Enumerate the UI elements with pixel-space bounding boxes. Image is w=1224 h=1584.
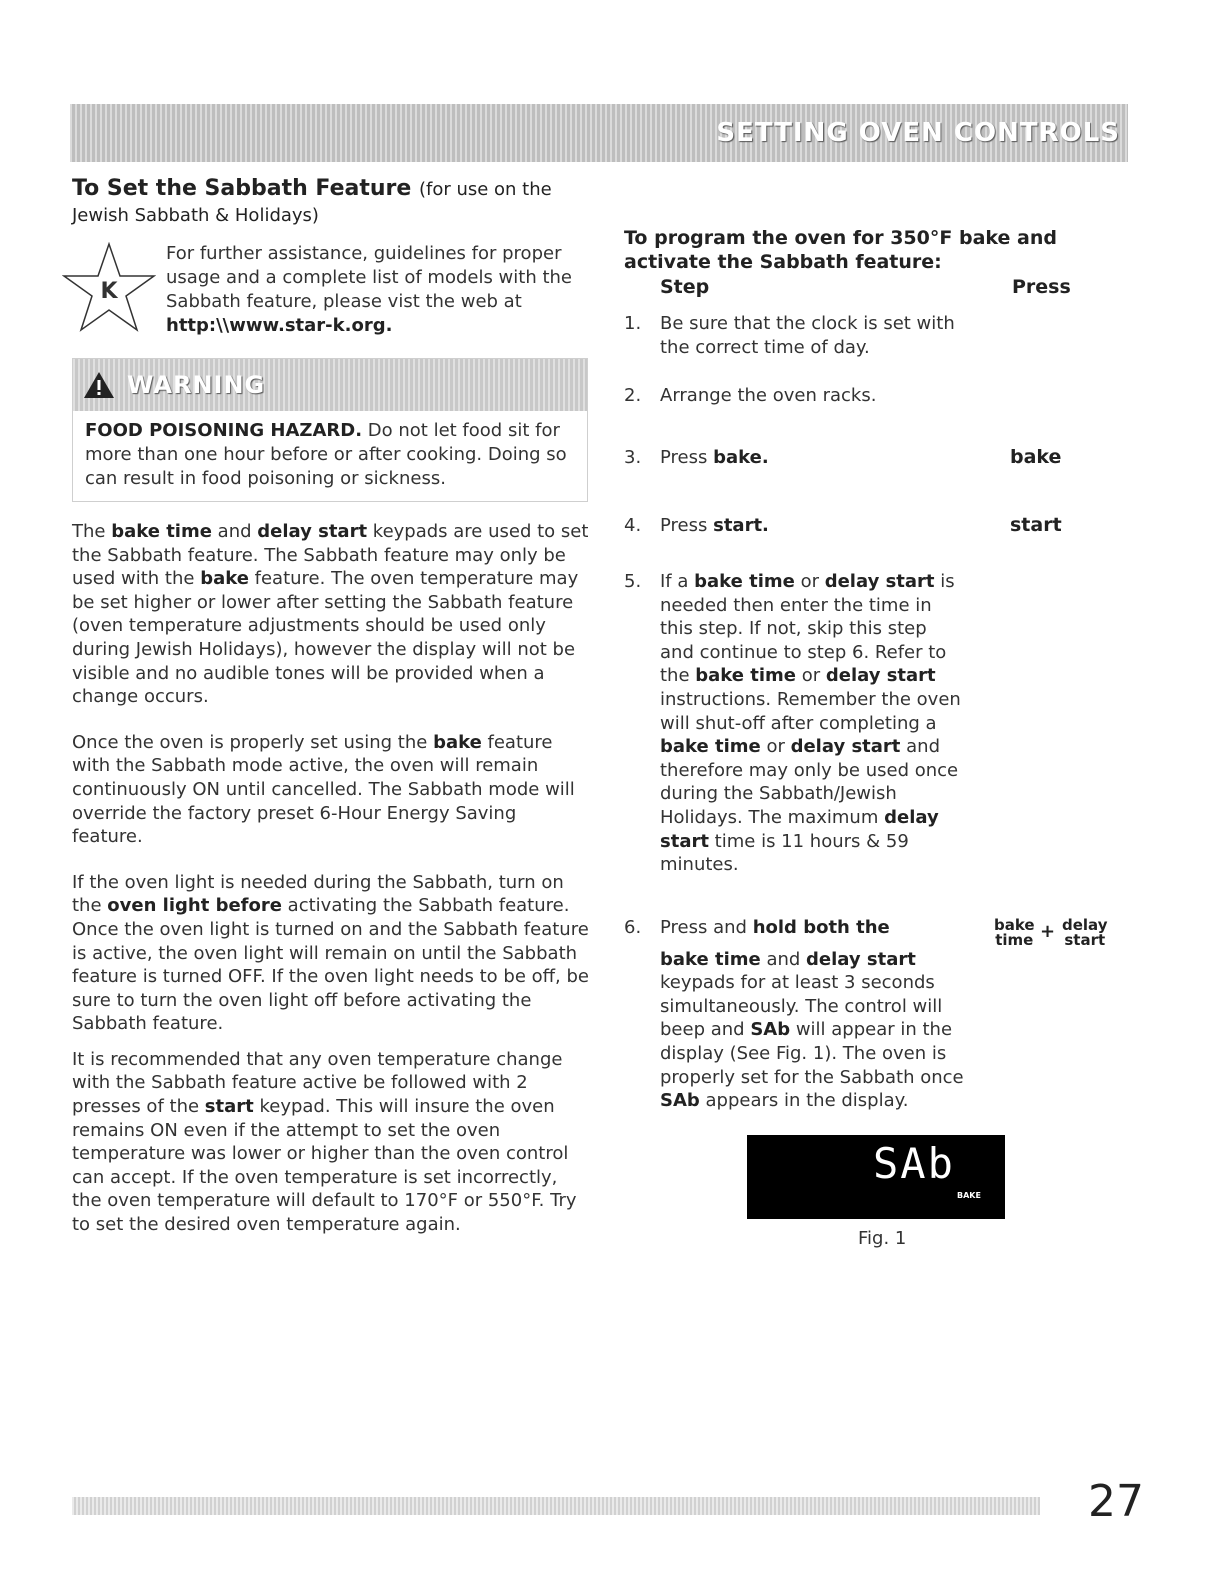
section-header-title: SETTING OVEN CONTROLS	[716, 118, 1120, 148]
right-column: To program the oven for 350°F bake and activate the Sabbath feature: Step Press 1. Be sure that the clock is set with the correct time of day. 2. Arrange the oven racks. 3. Press bake. bake 4. Press start. start 5. If a bake time or delay start is needed then enter the time in this step. If not, skip this step and continue to step 6. Refer to the bake time or delay start instructions. Remember the oven will shut-off after completing a bake time or delay start and therefore may only be used once during the Sabbath/Jewish Holidays. The maximum delay start time is 11 hours & 59 minutes. 6. Press and hold both the bake time and delay start keypads for at least 3 seconds simultaneously. The control will beep and SAb will appear in the display (See Fig. 1). The oven is properly set for the Sabbath once SAb appears in the display. bake time + delay start	[624, 226, 1124, 300]
sabbath-section-subtitle: Jewish Sabbath & Holidays)	[72, 205, 319, 226]
steps-header	[624, 274, 1124, 300]
star-k-block	[72, 242, 592, 338]
step-column-header: Step	[660, 276, 710, 298]
start-key-label: start	[1010, 514, 1062, 536]
oven-display	[747, 1135, 1005, 1219]
sabbath-paragraph-4: It is recommended that any oven temperature change with the Sabbath feature active be followed with 2 presses of the start keypad. This will insure the oven remains ON even if the attempt to set the oven temperature was lower or higher than the oven control can accept. If the oven temperature is set incorrectly, the oven temperature will default to 170°F or 550°F. Try to set the desired oven temperature again.	[72, 1048, 577, 1236]
bake-time-key-label: bake time	[994, 916, 1035, 949]
warning-triangle-icon	[83, 371, 115, 399]
sabbath-section-title: To Set the Sabbath Feature (for use on the	[72, 176, 552, 201]
star-k-logo-icon	[62, 242, 156, 336]
star-k-letter: K	[100, 279, 118, 304]
sabbath-paragraph-3: If the oven light is needed during the Sabbath, turn on the oven light before activating the Sabbath feature. Once the oven light is turned on and the Sabbath feature is active, the oven light will remain on until the Sabbath feature is turned OFF. If the oven light needs to be off, be sure to turn the oven light off before activating the Sabbath feature.	[72, 871, 589, 1035]
footer-band	[72, 1497, 1040, 1515]
plus-sign: +	[1040, 921, 1056, 942]
warning-box	[72, 358, 588, 502]
bake-time-delay-start-keys	[994, 916, 1114, 956]
sabbath-paragraph-2: Once the oven is properly set using the bake feature with the Sabbath mode active, the oven will remain continuously ON until cancelled. The Sabbath mode will override the factory preset 6-Hour Energy Saving feature.	[72, 731, 575, 848]
bake-key-label: bake	[1010, 446, 1062, 468]
left-column	[72, 175, 592, 1237]
page-number: 27	[1088, 1476, 1144, 1527]
delay-start-key-label: delay start	[1062, 916, 1108, 949]
sabbath-paragraph-1: The bake time and delay start keypads are used to set the Sabbath feature. The Sabbath feature may only be used with the bake feature. The oven temperature may be set higher or lower after setting the Sabbath feature (oven temperature adjustments should be used only during Jewish Holidays), however the display will not be visible and no audible tones will be provided when a change occurs.	[72, 521, 589, 708]
star-k-url[interactable]: http:\\www.star-k.org.	[166, 315, 393, 336]
press-column-header: Press	[1012, 276, 1071, 298]
header-band	[70, 104, 1128, 162]
warning-header	[73, 359, 587, 411]
warning-body: FOOD POISONING HAZARD. Do not let food sit for more than one hour before or after cooking. Doing so can result in food poisoning or sickness.	[85, 420, 567, 489]
display-readout: SAb	[873, 1139, 955, 1188]
steps-title: To program the oven for 350°F bake and activate the Sabbath feature:	[624, 227, 1057, 273]
display-mode-label: BAKE	[957, 1191, 981, 1200]
warning-title: WARNING	[127, 371, 266, 399]
star-k-text: For further assistance, guidelines for proper usage and a complete list of models with the Sabbath feature, please vist the web at http:\\www.star-k.org.	[166, 243, 573, 336]
figure-caption: Fig. 1	[858, 1228, 907, 1249]
